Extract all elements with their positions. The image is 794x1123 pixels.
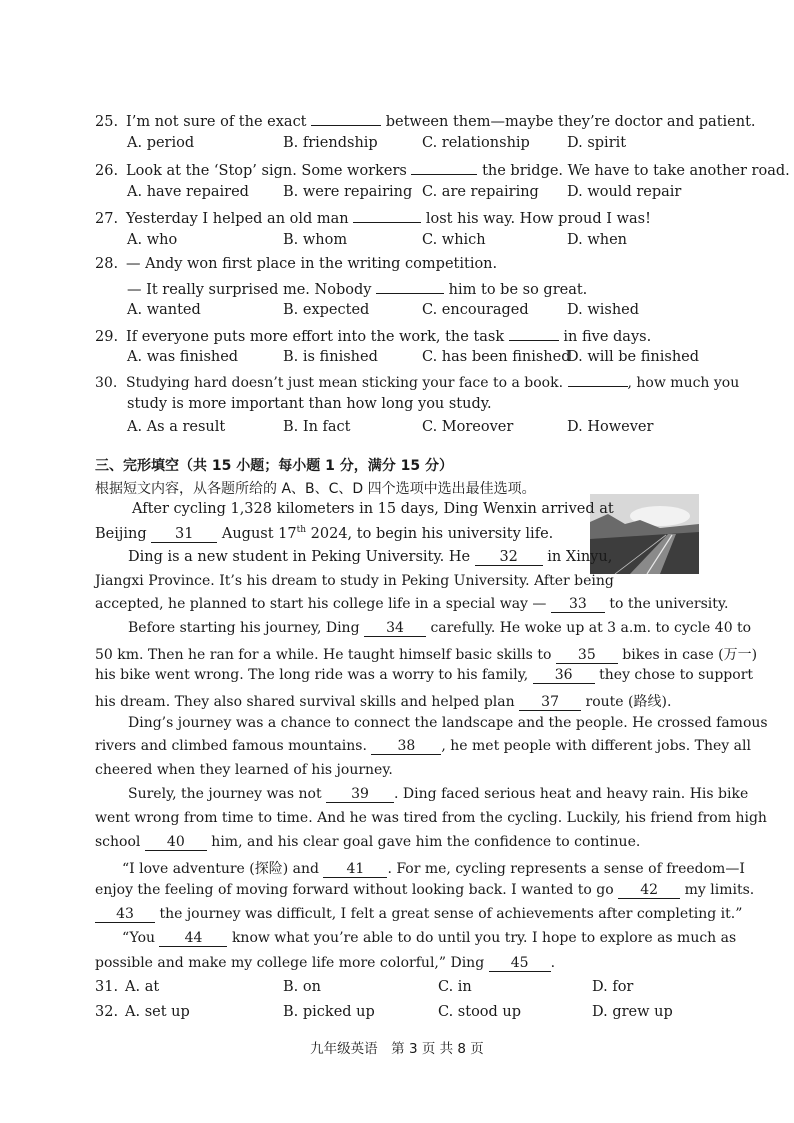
question-stem: Studying hard doesn’t just mean sticking your face to a book. [126, 375, 564, 391]
passage-line [95, 596, 728, 613]
section-instruction: 根据短文内容，从各题所给的 A、B、C、D 四个选项中选出最佳选项。 [95, 481, 536, 497]
question-stem: — It really surprised me. Nobody [127, 282, 372, 298]
cloze-blank-41[interactable]: 41 [323, 861, 387, 878]
passage-text: they chose to support [599, 667, 754, 683]
cloze-blank-38[interactable]: 38 [371, 738, 441, 755]
cloze-blank-45[interactable]: 45 [489, 955, 551, 972]
question-stem: — Andy won first place in the writing competition. [126, 256, 498, 272]
question-stem-end: him to be so great. [448, 282, 588, 298]
cloze-blank-35[interactable]: 35 [556, 647, 618, 664]
cloze-blank-33[interactable]: 33 [551, 596, 605, 613]
passage-text: Ding is a new student in Peking University. He [128, 549, 471, 565]
answer-blank[interactable] [311, 111, 381, 126]
page-footer: 九年级英语 第 3 页 共 8 页 [310, 1041, 484, 1057]
option-d[interactable]: D. However [567, 419, 654, 435]
option-c[interactable]: C. in [438, 979, 472, 995]
question-stem: Yesterday I helped an old man [126, 211, 349, 227]
option-a[interactable]: A. at [125, 979, 160, 995]
passage-text: to the university. [609, 596, 729, 612]
answer-blank[interactable] [568, 372, 628, 387]
question-number: 29. [95, 329, 119, 345]
question-number: 25. [95, 114, 119, 130]
passage-text: route (路线). [585, 694, 672, 710]
passage-line [128, 549, 612, 566]
option-b[interactable]: B. friendship [283, 135, 378, 151]
question-stem: If everyone puts more effort into the work, the task [126, 329, 505, 345]
passage-text: enjoy the feeling of moving forward without looking back. I wanted to go [95, 882, 614, 898]
option-c[interactable]: C. are repairing [422, 184, 539, 200]
answer-blank[interactable] [353, 208, 421, 223]
answer-blank[interactable] [509, 326, 559, 341]
option-d[interactable]: D. for [592, 979, 634, 995]
option-c[interactable]: C. relationship [422, 135, 530, 151]
passage-line: Jiangxi Province. It’s his dream to study in Peking University. After being [95, 573, 614, 589]
option-b[interactable]: B. In fact [283, 419, 351, 435]
passage-text: carefully. He woke up at 3 a.m. to cycle 40 to [430, 620, 752, 636]
question-stem-end: between them—maybe they’re doctor and patient. [385, 114, 756, 130]
option-b[interactable]: B. expected [283, 302, 370, 318]
section-title: 三、完形填空（共 15 小题；每小题 1 分，满分 15 分） [95, 458, 453, 474]
question-stem-end: lost his way. How proud I was! [425, 211, 651, 227]
cloze-blank-40[interactable]: 40 [145, 834, 207, 851]
passage-line: After cycling 1,328 kilometers in 15 days, Ding Wenxin arrived at [132, 501, 614, 517]
passage-text: Surely, the journey was not [128, 786, 322, 802]
passage-text: Before starting his journey, Ding [128, 620, 360, 636]
passage-text: bikes in case (万一) [622, 647, 758, 663]
passage-text: . For me, cycling represents a sense of freedom—I [387, 861, 745, 877]
option-c[interactable]: C. has been finished [422, 349, 571, 365]
passage-line [95, 955, 555, 972]
option-d[interactable]: D. would repair [567, 184, 682, 200]
option-d[interactable]: D. spirit [567, 135, 627, 151]
option-a[interactable]: A. set up [125, 1004, 190, 1020]
passage-line [95, 906, 742, 923]
option-a[interactable]: A. period [127, 135, 195, 151]
option-b[interactable]: B. whom [283, 232, 348, 248]
passage-line [128, 786, 748, 803]
option-c[interactable]: C. encouraged [422, 302, 529, 318]
option-d[interactable]: D. when [567, 232, 627, 248]
cloze-blank-44[interactable]: 44 [159, 930, 227, 947]
passage-text: 50 km. Then he ran for a while. He taught himself basic skills to [95, 647, 552, 663]
passage-text: 2024, to begin his university life. [306, 525, 554, 542]
passage-line [95, 667, 753, 684]
option-b[interactable]: B. is finished [283, 349, 378, 365]
option-a[interactable]: A. As a result [127, 419, 226, 435]
question-stem-line2: study is more important than how long you study. [127, 396, 492, 412]
cloze-blank-31[interactable]: 31 [151, 526, 217, 543]
option-b[interactable]: B. picked up [283, 1004, 375, 1020]
cloze-blank-36[interactable]: 36 [533, 667, 595, 684]
cloze-blank-34[interactable]: 34 [364, 620, 426, 637]
cloze-blank-37[interactable]: 37 [519, 694, 581, 711]
passage-text: school [95, 834, 141, 850]
question-28 [95, 256, 497, 272]
passage-text: possible and make my college life more colorful,” Ding [95, 955, 485, 971]
question-number: 27. [95, 211, 119, 227]
question-27 [95, 208, 651, 227]
passage-text: in Xinyu, [547, 549, 613, 565]
option-c[interactable]: C. Moreover [422, 419, 514, 435]
question-25 [95, 111, 756, 130]
question-number: 30. [95, 375, 118, 391]
question-stem: Look at the ‘Stop’ sign. Some workers [126, 163, 407, 179]
passage-line [95, 644, 757, 664]
passage-line [95, 834, 640, 851]
option-c[interactable]: C. stood up [438, 1004, 522, 1020]
passage-text: “You [122, 930, 156, 946]
passage-line [122, 930, 736, 947]
passage-text: Beijing [95, 525, 147, 542]
passage-text: him, and his clear goal gave him the confidence to continue. [211, 834, 641, 850]
answer-number: 31. [95, 979, 119, 995]
passage-text: , he met people with different jobs. They all [441, 738, 751, 754]
option-a[interactable]: A. wanted [127, 302, 201, 318]
option-d[interactable]: D. wished [567, 302, 640, 318]
passage-line: went wrong from time to time. And he was tired from the cycling. Luckily, his friend from high [95, 810, 767, 826]
cloze-blank-42[interactable]: 42 [618, 882, 680, 899]
option-c[interactable]: C. which [422, 232, 486, 248]
question-stem-end: , how much you [627, 375, 740, 391]
cloze-blank-43[interactable]: 43 [95, 906, 155, 923]
passage-text: August 17 [221, 525, 297, 542]
passage-text: his dream. They also shared survival skills and helped plan [95, 694, 515, 710]
question-28-line2 [127, 279, 587, 298]
superscript: th [296, 525, 307, 535]
passage-text: . Ding faced serious heat and heavy rain. His bike [394, 786, 749, 802]
passage-text: my limits. [684, 882, 755, 898]
question-number: 26. [95, 163, 119, 179]
option-a[interactable]: A. was finished [127, 349, 239, 365]
question-30 [95, 372, 739, 391]
question-stem-end: in five days. [563, 329, 652, 345]
passage-text: rivers and climbed famous mountains. [95, 738, 367, 754]
answer-blank[interactable] [376, 279, 444, 294]
question-stem: I’m not sure of the exact [126, 114, 307, 130]
option-b[interactable]: B. were repairing [283, 184, 413, 200]
answer-blank[interactable] [411, 160, 477, 175]
option-a[interactable]: A. who [127, 232, 178, 248]
passage-text: “I love adventure (探险) and [122, 861, 319, 877]
question-stem-end: the bridge. We have to take another road. [482, 163, 790, 179]
passage-text: his bike went wrong. The long ride was a worry to his family, [95, 667, 529, 683]
passage-line [128, 620, 751, 637]
answer-number: 32. [95, 1004, 119, 1020]
passage-line [95, 691, 671, 711]
cloze-blank-39[interactable]: 39 [326, 786, 394, 803]
passage-line: cheered when they learned of his journey. [95, 762, 393, 778]
question-26 [95, 160, 790, 179]
passage-text: know what you’re able to do until you try. I hope to explore as much as [231, 930, 737, 946]
passage-text: accepted, he planned to start his college life in a special way — [95, 596, 547, 612]
option-d[interactable]: D. will be finished [567, 349, 700, 365]
passage-line [95, 882, 754, 899]
question-number: 28. [95, 256, 119, 272]
option-a[interactable]: A. have repaired [127, 184, 249, 200]
passage-line [122, 858, 745, 878]
cloze-blank-32[interactable]: 32 [475, 549, 543, 566]
question-29 [95, 326, 651, 345]
passage-text: the journey was difficult, I felt a great sense of achievements after completing it.” [159, 906, 743, 922]
passage-line [95, 525, 553, 543]
option-d[interactable]: D. grew up [592, 1004, 673, 1020]
passage-line: Ding’s journey was a chance to connect the landscape and the people. He crossed famous [128, 715, 768, 731]
passage-text: . [550, 955, 556, 971]
passage-line [95, 738, 751, 755]
option-b[interactable]: B. on [283, 979, 321, 995]
